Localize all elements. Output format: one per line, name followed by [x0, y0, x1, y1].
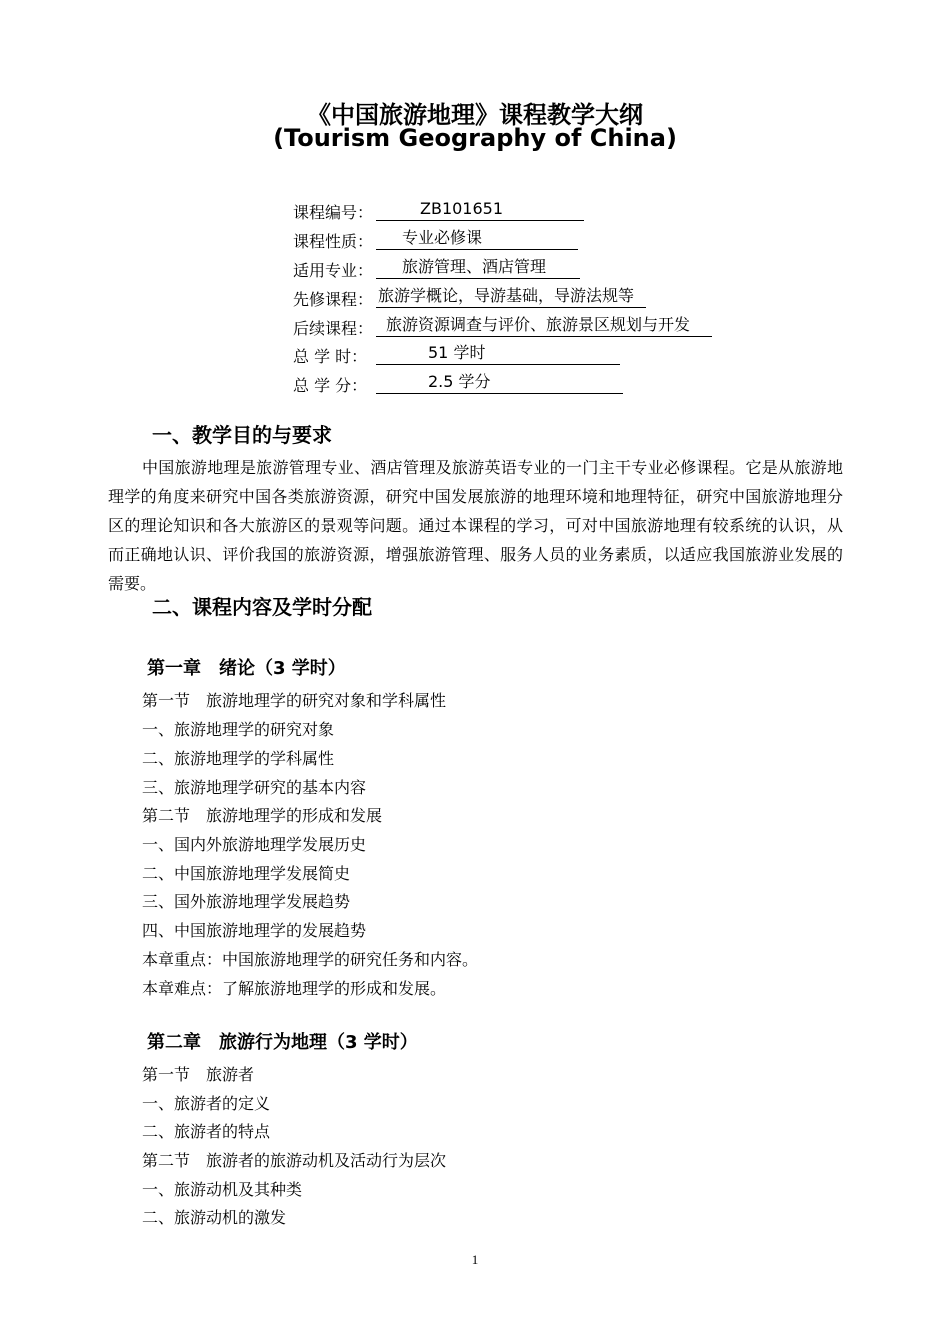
meta-label-hours: 总 学 时： [293, 347, 368, 366]
outline-line: 第一节 旅游地理学的研究对象和学科属性 [142, 691, 447, 710]
meta-label-major: 适用专业： [293, 261, 374, 280]
outline-line: 第一节 旅游者 [142, 1065, 255, 1084]
chapter-difficulty: 本章难点：了解旅游地理学的形成和发展。 [142, 979, 447, 998]
outline-line: 第二节 旅游地理学的形成和发展 [142, 806, 383, 825]
outline-line: 二、旅游动机的激发 [142, 1208, 287, 1227]
page-subtitle-english: (Tourism Geography of China) [273, 124, 677, 152]
outline-line: 三、国外旅游地理学发展趋势 [142, 892, 351, 911]
outline-line: 二、中国旅游地理学发展简史 [142, 864, 351, 883]
objectives-paragraph: 中国旅游地理是旅游管理专业、酒店管理及旅游英语专业的一门主干专业必修课程。它是从旅游地理学的角度来研究中国各类旅游资源，研究中国发展旅游的地理环境和地理特征，研究中国旅游地理分区的理论知识和各大旅游区的景观等问题。通过本课程的学习，可对中国旅游地理有较系统的认识，从而正确地认识、评价我国的旅游资源，增强旅游管理、服务人员的业务素质，以适应我国旅游业发展的需要。 [108, 458, 843, 593]
outline-line: 第二节 旅游者的旅游动机及活动行为层次 [142, 1151, 447, 1170]
section-heading-content: 二、课程内容及学时分配 [152, 595, 372, 619]
chapter-title-2: 第二章 旅游行为地理（3 学时） [147, 1032, 418, 1053]
meta-value-nature: 专业必修课 [376, 228, 578, 250]
outline-line: 二、旅游地理学的学科属性 [142, 749, 335, 768]
meta-value-followup: 旅游资源调查与评价、旅游景区规划与开发 [376, 315, 712, 337]
chapter-key-point: 本章重点：中国旅游地理学的研究任务和内容。 [142, 950, 479, 969]
outline-line: 一、旅游者的定义 [142, 1094, 271, 1113]
meta-label-prereq: 先修课程： [293, 290, 374, 309]
outline-line: 二、旅游者的特点 [142, 1122, 271, 1141]
meta-value-hours: 51 学时 [376, 343, 620, 365]
meta-label-followup: 后续课程： [293, 319, 374, 338]
meta-label-nature: 课程性质： [293, 232, 374, 251]
outline-line: 一、旅游动机及其种类 [142, 1180, 303, 1199]
outline-line: 三、旅游地理学研究的基本内容 [142, 778, 367, 797]
section-heading-objectives: 一、教学目的与要求 [152, 423, 332, 447]
meta-value-code: ZB101651 [376, 199, 584, 221]
page-number: 1 [471, 1252, 479, 1267]
chapter-title-1: 第一章 绪论（3 学时） [147, 658, 346, 679]
outline-line: 一、旅游地理学的研究对象 [142, 720, 335, 739]
page-title: 《中国旅游地理》课程教学大纲 [307, 101, 643, 129]
meta-label-credits: 总 学 分： [293, 376, 368, 395]
meta-value-prereq: 旅游学概论，导游基础，导游法规等 [376, 286, 646, 308]
meta-label-code: 课程编号： [293, 203, 374, 222]
meta-value-major: 旅游管理、酒店管理 [376, 257, 580, 279]
meta-value-credits: 2.5 学分 [376, 372, 623, 394]
outline-line: 一、国内外旅游地理学发展历史 [142, 835, 367, 854]
outline-line: 四、中国旅游地理学的发展趋势 [142, 921, 367, 940]
